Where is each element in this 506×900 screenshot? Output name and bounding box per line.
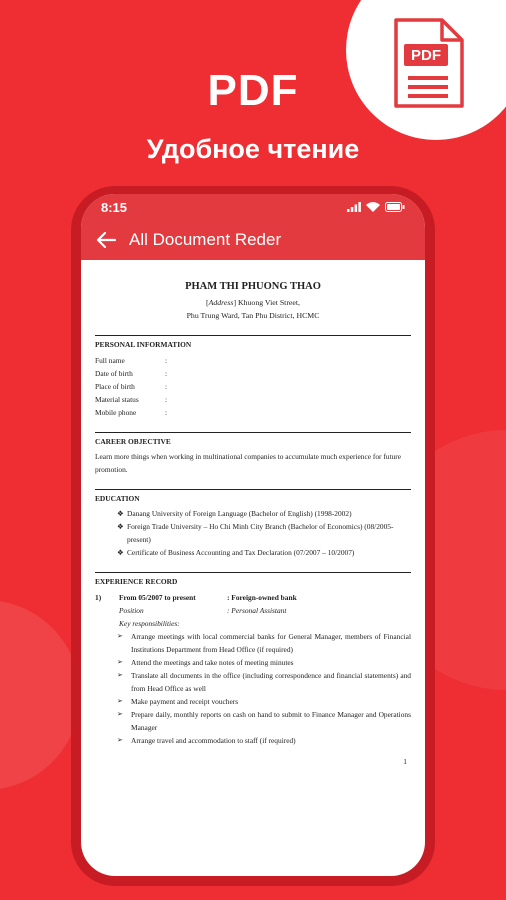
- position-label: Position: [119, 606, 144, 615]
- resume-name: PHAM THI PHUONG THAO: [185, 281, 321, 292]
- duties-list: [95, 630, 411, 747]
- duty-item: Prepare daily, monthly reports on cash on hand to submit to Finance Manager and Operations Manager: [131, 710, 411, 732]
- info-sep: :: [165, 356, 168, 365]
- duty-item: Translate all documents in the office (including correspondence and financial statements) and from Head Office as well: [131, 671, 411, 693]
- info-label: Place of birth: [95, 382, 135, 391]
- status-icons: [347, 202, 405, 212]
- arrow-bullet-icon: ➢: [117, 697, 123, 705]
- entry-position: [95, 604, 411, 617]
- arrow-bullet-icon: ➢: [117, 710, 123, 718]
- document-page: [81, 260, 425, 768]
- phone-screen: [81, 194, 425, 876]
- address-label: Address: [208, 298, 234, 307]
- arrow-bullet-icon: ➢: [117, 671, 123, 679]
- info-row: [95, 393, 411, 406]
- position-value: : Personal Assistant: [227, 606, 287, 615]
- info-row: [95, 367, 411, 380]
- list-item: [95, 546, 411, 559]
- info-sep: :: [165, 369, 168, 378]
- list-item: [95, 708, 411, 734]
- address-line2: Phu Trung Ward, Tan Phu District, HCMC: [186, 311, 320, 320]
- arrow-bullet-icon: ➢: [117, 632, 123, 640]
- list-item: [95, 656, 411, 669]
- phone-frame: [71, 186, 435, 886]
- info-row: [95, 380, 411, 393]
- info-sep: :: [165, 395, 168, 404]
- app-title: All Document Reder: [129, 230, 282, 249]
- key-responsibilities-label: Key responsibilities:: [119, 619, 180, 628]
- arrow-left-icon[interactable]: [95, 229, 117, 251]
- personal-info-list: [95, 354, 411, 419]
- list-item: [95, 695, 411, 708]
- education-list: [95, 507, 411, 559]
- section-heading: CAREER OBJECTIVE: [95, 432, 411, 448]
- page-number: 1: [403, 757, 407, 766]
- status-time: 8:15: [101, 199, 128, 215]
- promo-title: PDF: [207, 66, 299, 115]
- entry-company: : Foreign-owned bank: [227, 593, 297, 602]
- list-item: [95, 507, 411, 520]
- info-label: Full name: [95, 356, 125, 365]
- education-item: Danang University of Foreign Language (Bachelor of English) (1998-2002): [127, 509, 352, 518]
- info-row: [95, 406, 411, 419]
- education-item: Foreign Trade University – Ho Chi Minh City Branch (Bachelor of Economics) (08/2005-present): [127, 522, 394, 544]
- decor-circle-left: [0, 600, 80, 790]
- section-heading: PERSONAL INFORMATION: [95, 335, 411, 351]
- education-item: Certificate of Business Accounting and Tax Declaration (07/2007 – 10/2007): [127, 548, 355, 557]
- wifi-icon: [366, 202, 380, 212]
- duty-item: Arrange travel and accommodation to staff (if required): [131, 736, 296, 745]
- info-sep: :: [165, 408, 168, 417]
- info-row: [95, 354, 411, 367]
- pdf-badge-label: PDF: [411, 47, 441, 64]
- entry-number: 1): [95, 593, 102, 602]
- resume-address: [Address] Khuong Viet Street, Phu Trung Ward, Tan Phu District, HCMC: [186, 298, 320, 320]
- list-item: [95, 630, 411, 656]
- status-bar: [81, 194, 425, 220]
- experience-entry-header: [95, 591, 411, 604]
- bullet-icon: ❖: [117, 509, 124, 518]
- info-label: Mobile phone: [95, 408, 137, 417]
- app-bar: [81, 220, 425, 260]
- section-heading: EDUCATION: [95, 489, 411, 505]
- list-item: [95, 734, 411, 747]
- duty-item: Arrange meetings with local commercial banks for General Manager, members of Financial Institutions Department from Head Office (if required): [131, 632, 411, 654]
- section-heading: EXPERIENCE RECORD: [95, 572, 411, 588]
- bullet-icon: ❖: [117, 522, 124, 531]
- signal-icon: [347, 202, 361, 212]
- duty-item: Attend the meetings and take notes of meeting minutes: [131, 658, 294, 667]
- career-text: Learn more things when working in multinational companies to accumulate much experience for future promotion.: [95, 452, 401, 474]
- battery-icon: [385, 202, 405, 212]
- entry-period: From 05/2007 to present: [119, 593, 196, 602]
- address-line1: Khuong Viet Street,: [238, 298, 300, 307]
- list-item: [95, 669, 411, 695]
- info-label: Date of birth: [95, 369, 133, 378]
- arrow-bullet-icon: ➢: [117, 658, 123, 666]
- promo-subtitle: Удобное чтение: [146, 134, 360, 164]
- duty-item: Make payment and receipt vouchers: [131, 697, 239, 706]
- list-item: [95, 520, 411, 546]
- bullet-icon: ❖: [117, 548, 124, 557]
- info-sep: :: [165, 382, 168, 391]
- info-label: Material status: [95, 395, 139, 404]
- arrow-bullet-icon: ➢: [117, 736, 123, 744]
